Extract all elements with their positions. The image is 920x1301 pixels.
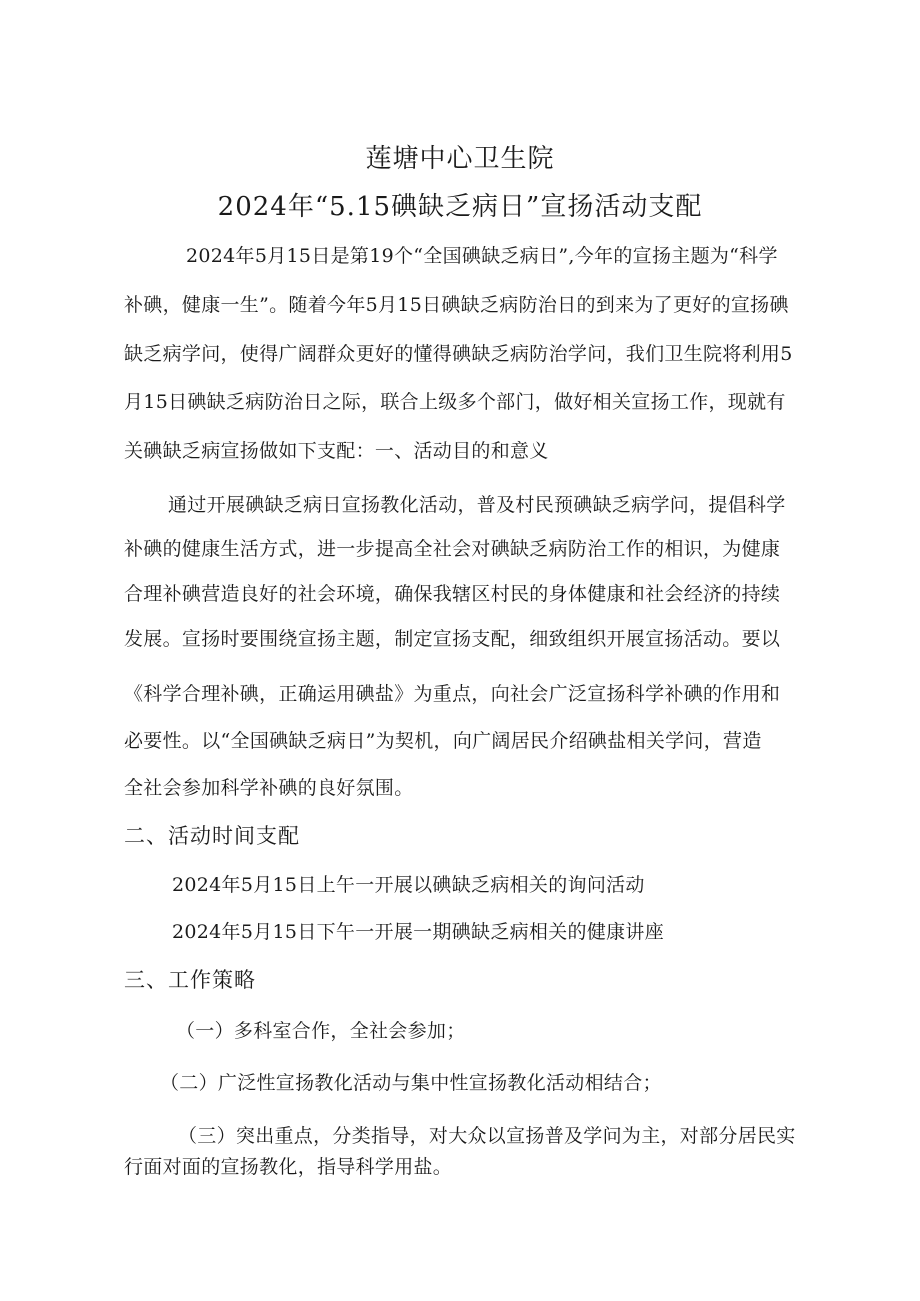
section1-line: 通过开展碘缺乏病日宣扬教化活动，普及村民预碘缺乏病学问，提倡科学: [168, 494, 786, 516]
intro-line: 2024年5月15日是第19个“全国碘缺乏病日”,今年的宣扬主题为“科学: [186, 245, 778, 267]
strategy-item: （二）广泛性宣扬教化活动与集中性宣扬教化活动相结合；: [160, 1072, 662, 1094]
document-title-org: 莲塘中心卫生院: [365, 144, 555, 174]
intro-line: 关碘缺乏病宣扬做如下支配：一、活动目的和意义: [124, 440, 549, 462]
section3-heading: 三、工作策略: [124, 968, 256, 992]
schedule-item-afternoon: 2024年5月15日下午一开展一期碘缺乏病相关的健康讲座: [172, 921, 665, 943]
section1-line: 全社会参加科学补碘的良好氛围。: [124, 777, 414, 799]
section1-line: 发展。宣扬时要围绕宣扬主题，制定宣扬支配，细致组织开展宣扬活动。要以: [124, 628, 781, 650]
strategy-item: （三）突出重点，分类指导，对大众以宣扬普及学问为主，对部分居民实: [178, 1125, 796, 1147]
schedule-item-morning: 2024年5月15日上午一开展以碘缺乏病相关的询问活动: [172, 874, 645, 896]
intro-line: 补碘，健康一生”。随着今年5月15日碘缺乏病防治日的到来为了更好的宣扬碘: [124, 294, 789, 316]
intro-line: 缺乏病学问，使得广阔群众更好的懂得碘缺乏病防治学问，我们卫生院将利用5: [124, 343, 793, 365]
section1-line: 补碘的健康生活方式，进一步提高全社会对碘缺乏病防治工作的相识，为健康: [124, 538, 781, 560]
intro-line: 月15日碘缺乏病防治日之际，联合上级多个部门，做好相关宣扬工作，现就有: [124, 391, 786, 413]
section1-line: 必要性。以“全国碘缺乏病日”为契机，向广阔居民介绍碘盐相关学问，营造: [124, 730, 762, 752]
section1-line: 合理补碘营造良好的社会环境，确保我辖区村民的身体健康和社会经济的持续: [124, 583, 781, 605]
section2-heading: 二、活动时间支配: [124, 824, 300, 848]
section1-line: 《科学合理补碘，正确运用碘盐》为重点，向社会广泛宣扬科学补碘的作用和: [124, 683, 781, 705]
document-title-event: 2024年“5.15碘缺乏病日”宣扬活动支配: [217, 192, 703, 222]
strategy-item: 行面对面的宣扬教化，指导科学用盐。: [124, 1156, 453, 1178]
strategy-item: （一）多科室合作，全社会参加；: [176, 1020, 466, 1042]
